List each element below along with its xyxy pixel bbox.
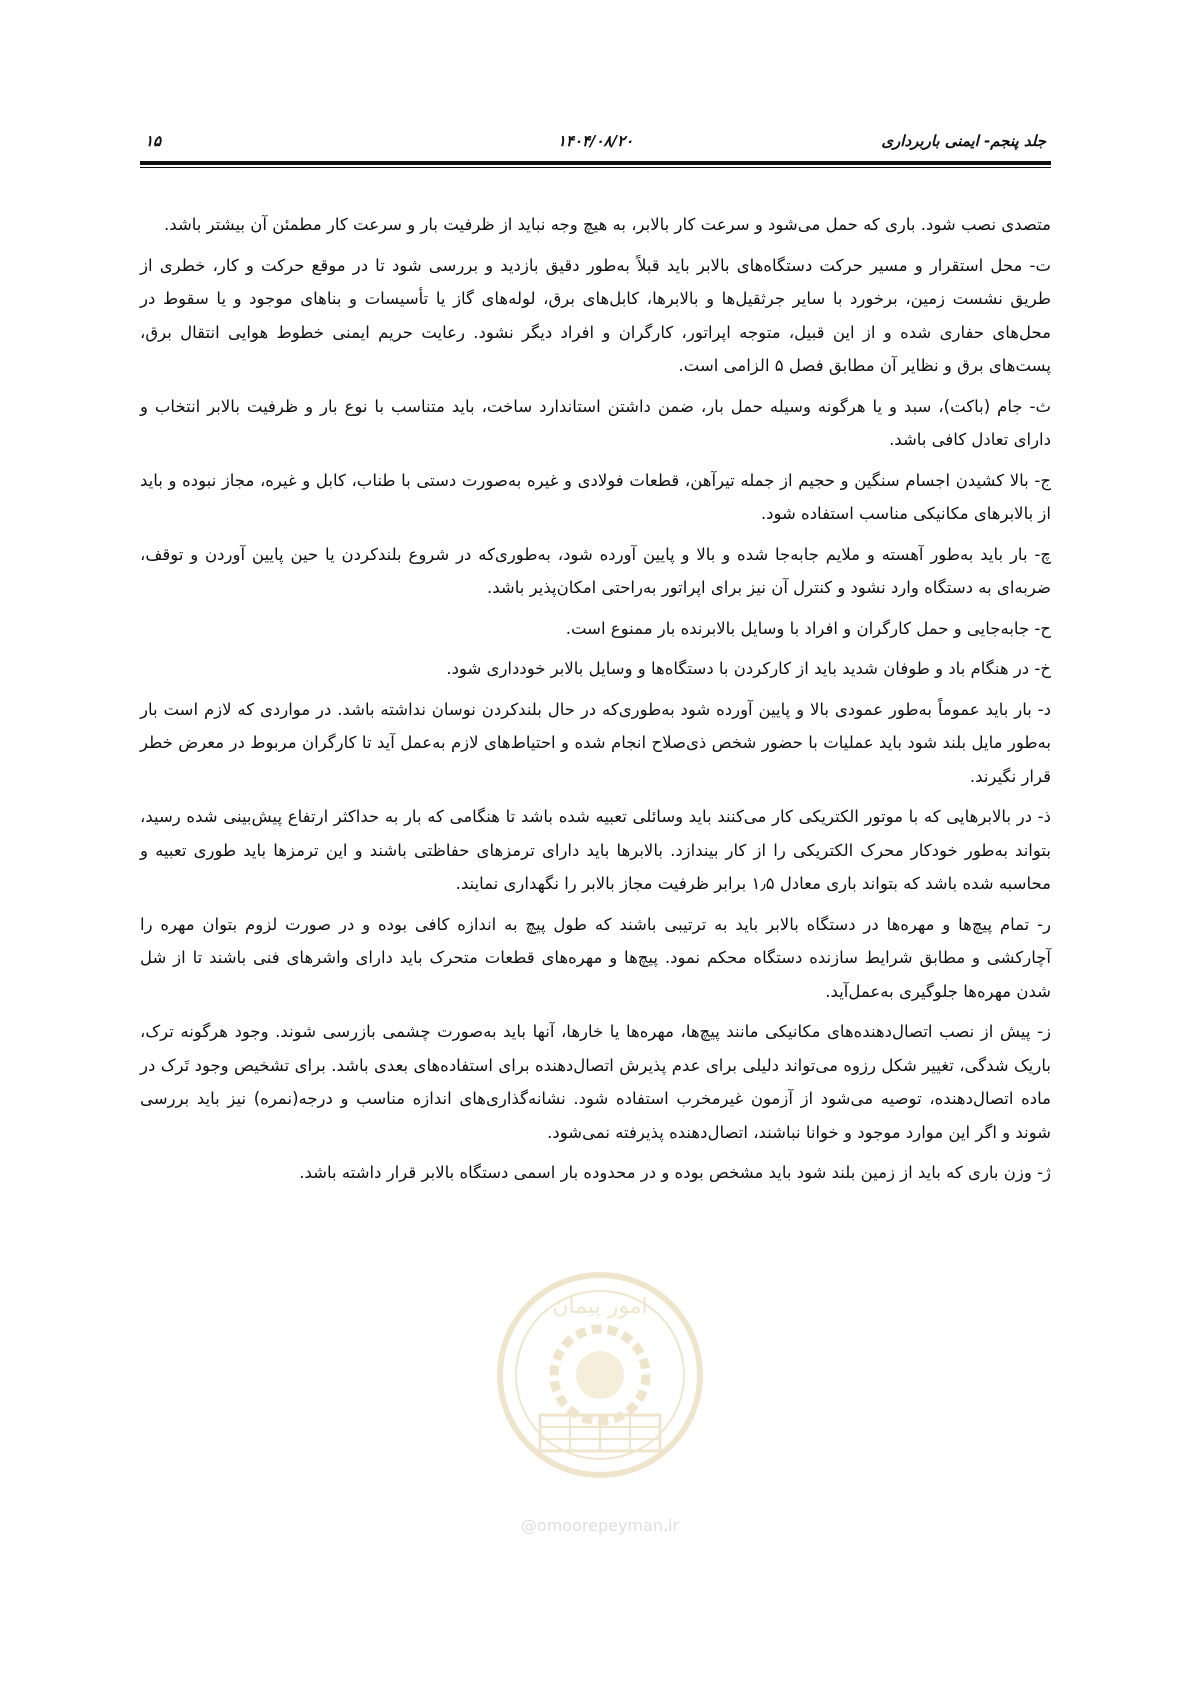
paragraph-continuation: متصدی نصب شود. باری که حمل می‌شود و سرعت کار بالابر، به هیچ وجه نباید از ظرفیت بار و سرعت کار مطمئن آن بیشتر باشد. xyxy=(164,215,1051,234)
paragraph-re: ر- تمام پیچ‌ها و مهره‌ها در دستگاه بالابر باید به ترتیبی باشند که طول پیچ به اندازه کافی بوده و در صورت لزوم بتوان مهره را آچارکشی و مطابق شرایط سازنده دستگاه محکم نمود. پیچ‌ها و مهره‌های قطعات متحرک باید دارای واشرهای فنی باشند تا از شل شدن مهره‌ها جلوگیری به‌عمل‌آید. xyxy=(140,914,1051,1001)
page-number: ۱۵ xyxy=(145,132,162,150)
seal-text: امور پیمان xyxy=(552,1294,648,1319)
paragraph-dal: د- بار باید عموماً به‌طور عمودی بالا و پایین آورده شود به‌طوری‌که در حال بلندکردن نوسان نداشته باشد. در مواردی که لازم است بار به‌طور مایل بلند شود باید عملیات با حضور شخص ذی‌صلاح انجام شده و احتیاط‌های لازم به‌عمل آید تا کارگران مربوط در معرض خطر قرار نگیرند. xyxy=(140,699,1051,786)
paragraph-se: ث- جام (باکت)، سبد و یا هرگونه وسیله حمل بار، ضمن داشتن استاندارد ساخت، باید متناسب با نوع بار و ظرفیت بالابر انتخاب و دارای تعادل کافی باشد. xyxy=(140,396,1051,449)
paragraph-khe: خ- در هنگام باد و طوفان شدید باید از کارکردن با دستگاه‌ها و وسایل بالابر خودداری شود. xyxy=(446,659,1051,678)
paragraph-ze: ز- پیش از نصب اتصال‌دهنده‌های مکانیکی مانند پیچ‌ها، مهره‌ها یا خارها، آنها باید به‌صورت چشمی بازرسی شوند. وجود هرگونه ترک، باریک شدگی، تغییر شکل رزوه می‌تواند دلیلی برای عدم پذیرش اتصال‌دهنده برای استفاده‌های بعدی باشد. برای تشخیص وجود تَرک در ماده اتصال‌دهنده، توصیه می‌شود از آزمون غیرمخرب استفاده شود. نشانه‌گذاری‌های اندازه مناسب و درجه(نمره) نیز باید بررسی شوند و اگر این موارد موجود و خوانا نباشند، اتصال‌دهنده پذیرفته نمی‌شود. xyxy=(140,1022,1051,1142)
header-rule-thin xyxy=(140,167,1051,168)
paragraph-jim: ج- بالا کشیدن اجسام سنگین و حجیم از جمله تیرآهن، قطعات فولادی و غیره به‌صورت دستی با طناب، کابل و غیره، مجاز نبوده و باید از بالابرهای مکانیکی مناسب استفاده شود. xyxy=(140,470,1051,523)
document-body xyxy=(140,208,1051,1197)
header-date: ۱۴۰۴/۰۸/۲۰ xyxy=(557,132,634,150)
paragraph-zal: ذ- در بالابرهایی که با موتور الکتریکی کار می‌کنند باید وسائلی تعبیه شده باشد تا هنگامی که بار به حداکثر ارتفاع پیش‌بینی شده رسید، بتواند به‌طور خودکار محرک الکتریکی را از کار بیندازد. بالابرها باید دارای ترمزهای حفاظتی باشند و این ترمزها باید طوری تعبیه و محاسبه شده باشد که بتواند باری معادل ۱٫۵ برابر ظرفیت مجاز بالابر را نگهداری نمایند. xyxy=(140,807,1051,893)
watermark-seal xyxy=(470,1255,730,1535)
paragraph-zhe: ژ- وزن باری که باید از زمین بلند شود باید مشخص بوده و در محدوده بار اسمی دستگاه بالابر قرار داشته باشد. xyxy=(299,1163,1051,1182)
paragraph-te: ت- محل استقرار و مسیر حرکت دستگاه‌های بالابر باید قبلاً به‌طور دقیق بازدید و بررسی شود تا در موقع حرکت و کار، خطری از طریق نشست زمین، برخورد با سایر جرثقیل‌ها و بالابرها، کابل‌های برق، لوله‌های گاز یا تأسیسات و بناهای موجود و یا سقوط در محل‌های حفاری شده و از این قبیل، متوجه اپراتور، کارگران و افراد دیگر نشود. رعایت حریم ایمنی خطوط هوایی انتقال برق، پست‌های برق و نظایر آن مطابق فصل ۵ الزامی است. xyxy=(140,255,1051,375)
header-rule-thick xyxy=(140,161,1051,165)
page-header xyxy=(145,132,1046,154)
paragraph-he: ح- جابه‌جایی و حمل کارگران و افراد با وسایل بالابرنده بار ممنوع است. xyxy=(565,618,1051,638)
header-title: جلد پنجم- ایمنی باربرداری xyxy=(881,132,1046,150)
paragraph-che: چ- بار باید به‌طور آهسته و ملایم جابه‌جا شده و بالا و پایین آورده شود، به‌طوری‌که در شروع بلندکردن یا حین پایین آوردن و توقف، ضربه‌ای به دستگاه وارد نشود و کنترل آن نیز برای اپراتور به‌راحتی امکان‌پذیر باشد. xyxy=(140,544,1051,597)
watermark-caption: @omoorepeyman.ir xyxy=(520,1516,680,1535)
seal-emblem-icon xyxy=(470,1255,730,1505)
